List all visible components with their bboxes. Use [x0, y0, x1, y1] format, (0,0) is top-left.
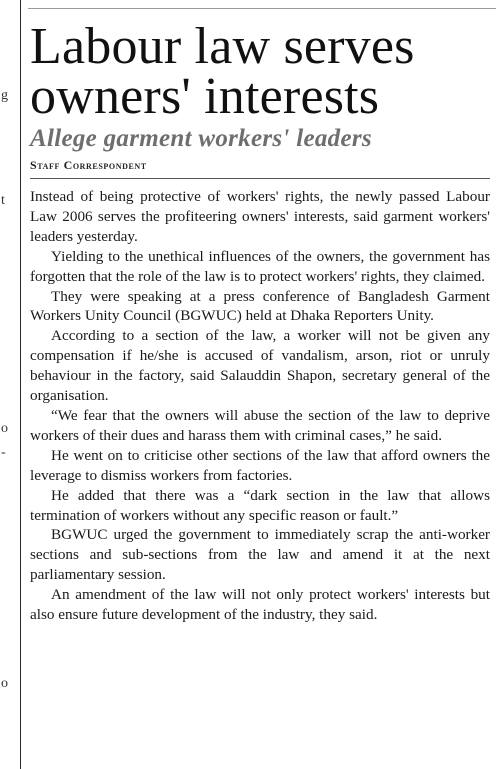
subheadline: Allege garment workers' leaders: [30, 125, 372, 152]
article-paragraph: Instead of being protective of workers' rights, the newly passed Labour Law 2006 serves the profiteering owners' interests, said garment workers' leaders yesterday.: [30, 188, 490, 245]
article-paragraph: An amendment of the law will not only protect workers' interests but also ensure future development of the industry, they said.: [30, 586, 490, 624]
article-paragraph: They were speaking at a press conference of Bangladesh Garment Workers Unity Council (BGWUC) held at Dhaka Reporters Unity.: [30, 287, 490, 325]
article-paragraph: BGWUC urged the government to immediately scrap the anti-worker sections and sub-sections from the law and amend it at the next parliamentary session.: [30, 526, 490, 584]
byline-rule: [30, 178, 490, 179]
article-paragraph: He went on to criticise other sections of the law that afford owners the leverage to dismiss workers from factories.: [30, 446, 490, 484]
adjacent-column-fragment: -: [1, 445, 6, 460]
article-paragraph: Yielding to the unethical influences of the owners, the government has forgotten that the role of the law is to protect workers' rights, they claimed.: [30, 247, 490, 285]
byline: Staff Correspondent: [30, 158, 147, 172]
headline: Labour law serves owners' interests: [30, 18, 415, 125]
adjacent-column-fragment: t: [1, 193, 5, 208]
news-article: [30, 18, 490, 625]
adjacent-column-fragment: o: [1, 676, 8, 691]
article-paragraph: He added that there was a “dark section in the law that allows termination of workers without any specific reason or fault.”: [30, 486, 490, 524]
article-body: [30, 187, 490, 625]
top-rule: [28, 8, 496, 9]
column-divider: [20, 0, 21, 769]
adjacent-column-fragment: g: [1, 88, 8, 103]
article-paragraph: “We fear that the owners will abuse the section of the law to deprive workers of their dues and harass them with criminal cases,” he said.: [30, 406, 490, 444]
article-paragraph: According to a section of the law, a worker will not be given any compensation if he/she is accused of vandalism, arson, riot or unruly behaviour in the factory, said Salauddin Shapon, secretary general of the organisation.: [30, 327, 490, 405]
adjacent-column-fragment: o: [1, 421, 8, 436]
